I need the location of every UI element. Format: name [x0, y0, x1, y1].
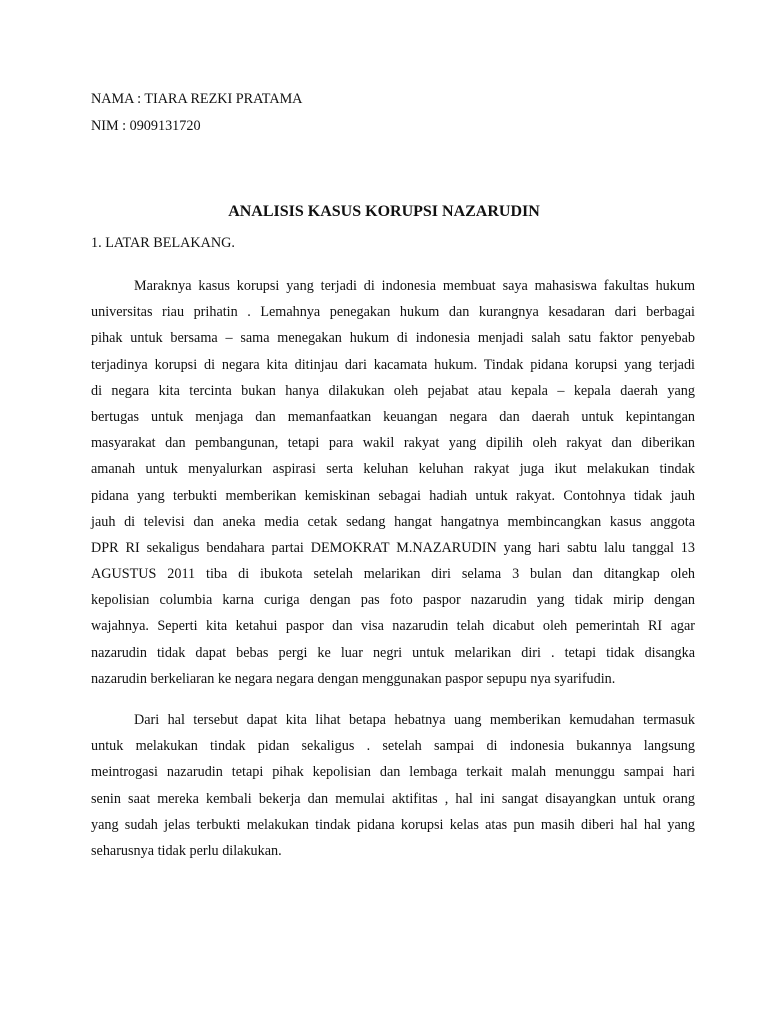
- paragraph-line: Dari hal tersebut dapat kita lihat betapa hebatnya uang memberikan kemudahan termasuk: [134, 712, 695, 728]
- paragraph-line: senin saat mereka kembali bekerja dan memulai aktifitas , hal ini sangat disayangkan untuk orang: [91, 790, 695, 807]
- paragraph-line: meintrogasi nazarudin tetapi pihak kepolisian dan lembaga terkait malah menunggu sampai hari: [91, 764, 695, 781]
- student-name: NAMA : TIARA REZKI PRATAMA: [91, 91, 303, 107]
- paragraph-line: wajahnya. Seperti kita ketahui paspor dan visa nazarudin telah dicabut oleh pemerintah RI agar: [91, 618, 695, 635]
- section-heading: 1. LATAR BELAKANG.: [91, 235, 235, 251]
- paragraph-line: pihak untuk bersama – sama menegakan hukum di indonesia menjadi salah satu faktor penyebab: [91, 330, 695, 347]
- paragraph-line: pidana yang terbukti memberikan kemiskinan sebagai hadiah untuk rakyat. Contohnya tidak jauh: [91, 487, 695, 504]
- paragraph-line: masyarakat dan pembangunan, tetapi para wakil rakyat yang dipilih oleh rakyat dan diberikan: [91, 435, 695, 452]
- paragraph-line: kepolisian columbia karna curiga dengan pas foto paspor nazarudin yang tidak mirip dengan: [91, 592, 695, 609]
- paragraph-line: bertugas untuk menjaga dan memanfaatkan keuangan negara dan daerah untuk kepintangan: [91, 408, 695, 425]
- student-nim: NIM : 0909131720: [91, 118, 201, 134]
- document-title: ANALISIS KASUS KORUPSI NAZARUDIN: [228, 203, 540, 220]
- paragraph-line: universitas riau prihatin . Lemahnya penegakan hukum dan kurangnya kesadaran dari berbagai: [91, 304, 695, 321]
- paragraph-line: Maraknya kasus korupsi yang terjadi di indonesia membuat saya mahasiswa fakultas hukum: [134, 278, 695, 294]
- paragraph-1: [91, 273, 695, 692]
- paragraph-line: nazarudin tidak dapat bebas pergi ke luar negri untuk melarikan diri . tetapi tidak disangka: [91, 644, 695, 661]
- paragraph-line: di negara kita tercinta bukan hanya dilakukan oleh pejabat atau kepala – kepala daerah yang: [91, 382, 695, 399]
- paragraph-line: amanah untuk menyalurkan aspirasi serta keluhan keluhan rakyat juga ikut melakukan tindak: [91, 461, 695, 478]
- paragraph-line: terjadinya korupsi di negara kita ditinjau dari kacamata hukum. Tindak pidana korupsi yang terjadi: [91, 356, 695, 373]
- paragraph-line: yang sudah jelas terbukti melakukan tindak pidana korupsi kelas atas pun masih diberi hal hal yang: [91, 816, 695, 833]
- paragraph-line: DPR RI sekaligus bendahara partai DEMOKRAT M.NAZARUDIN yang hari sabtu lalu tanggal 13: [91, 539, 695, 556]
- paragraph-2: [91, 707, 695, 864]
- paragraph-line: untuk melakukan tindak pidan sekaligus . setelah sampai di indonesia bukannya langsung: [91, 738, 695, 755]
- paragraph-line: jauh di televisi dan aneka media cetak sedang hangat hangatnya membincangkan kasus anggota: [91, 513, 695, 530]
- paragraph-line: nazarudin berkeliaran ke negara negara dengan menggunakan paspor sepupu nya syarifudin.: [91, 670, 616, 687]
- paragraph-line: AGUSTUS 2011 tiba di ibukota setelah melarikan diri selama 3 bulan dan ditangkap oleh: [91, 566, 695, 583]
- paragraph-line: seharusnya tidak perlu dilakukan.: [91, 842, 282, 859]
